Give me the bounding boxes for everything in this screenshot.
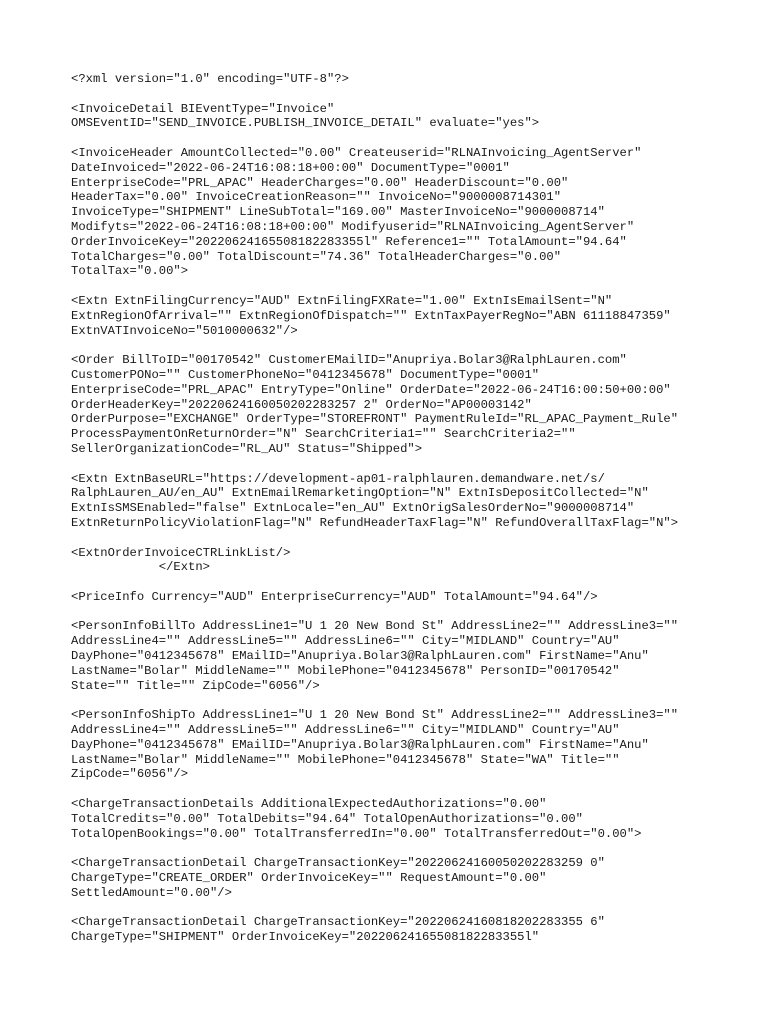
code-line: AddressLine4="" AddressLine5="" AddressLine6="" City="MIDLAND" Country="AU": [71, 723, 620, 738]
code-line: LastName="Bolar" MiddleName="" MobilePhone="0412345678" State="WA" Title="": [71, 752, 620, 767]
code-line: DateInvoiced="2022-06-24T16:08:18+00:00" DocumentType="0001": [71, 160, 510, 175]
code-line: <ChargeTransactionDetails AdditionalExpectedAuthorizations="0.00": [71, 797, 547, 812]
code-line: OMSEventID="SEND_INVOICE.PUBLISH_INVOICE_DETAIL" evaluate="yes">: [71, 116, 540, 131]
code-line: TotalTax="0.00">: [71, 264, 189, 279]
code-line: HeaderTax="0.00" InvoiceCreationReason="" InvoiceNo="9000008714301": [71, 190, 562, 205]
code-line: ExtnIsSMSEnabled="false" ExtnLocale="en_AU" ExtnOrigSalesOrderNo="9000008714": [71, 501, 635, 516]
code-line: RalphLauren_AU/en_AU" ExtnEmailRemarketingOption="N" ExtnIsDepositCollected="N": [71, 486, 649, 501]
charge-transaction-detail-create-order-tag-block: [71, 856, 751, 900]
code-line: ExtnRegionOfArrival="" ExtnRegionOfDispatch="" ExtnTaxPayerRegNo="ABN 61118847359": [71, 308, 671, 323]
code-line: DayPhone="0412345678" EMailID="Anupriya.Bolar3@RalphLauren.com" FirstName="Anu": [71, 737, 649, 752]
price-info-tag-block: [71, 590, 751, 605]
code-line: <Order BillToID="00170542" CustomerEMailID="Anupriya.Bolar3@RalphLauren.com": [71, 353, 627, 368]
code-line: <InvoiceDetail BIEventType="Invoice": [71, 101, 335, 116]
charge-transaction-details-tag-block: [71, 797, 751, 841]
code-line: ChargeType="CREATE_ORDER" OrderInvoiceKey="" RequestAmount="0.00": [71, 871, 547, 886]
code-line: <ChargeTransactionDetail ChargeTransactionKey="20220624160050202283259 0": [71, 856, 605, 871]
code-line: State="" Title="" ZipCode="6056"/>: [71, 678, 320, 693]
code-line: EnterpriseCode="PRL_APAC" HeaderCharges="0.00" HeaderDiscount="0.00": [71, 175, 569, 190]
code-line: OrderHeaderKey="20220624160050202283257 2" OrderNo="AP00003142": [71, 397, 532, 412]
code-line: OrderPurpose="EXCHANGE" OrderType="STOREFRONT" PaymentRuleId="RL_APAC_Payment_Rule": [71, 412, 679, 427]
code-line: ExtnVATInvoiceNo="5010000632"/>: [71, 323, 298, 338]
person-info-ship-to-tag-block: [71, 708, 751, 782]
order-tag-block: [71, 353, 751, 457]
code-line: <?xml version="1.0" encoding="UTF-8"?>: [71, 72, 349, 86]
invoice-detail-open-tag-block: [71, 102, 751, 132]
code-line: TotalCharges="0.00" TotalDiscount="74.36" TotalHeaderCharges="0.00": [71, 249, 562, 264]
charge-transaction-detail-shipment-tag-block: [71, 915, 751, 945]
invoice-header-tag-block: [71, 146, 751, 279]
code-line: TotalOpenBookings="0.00" TotalTransferredIn="0.00" TotalTransferredOut="0.00">: [71, 826, 642, 841]
code-line: EnterpriseCode="PRL_APAC" EntryType="Online" OrderDate="2022-06-24T16:00:50+00:00": [71, 382, 671, 397]
code-line: OrderInvoiceKey="20220624165508182283355l" Reference1="" TotalAmount="94.64": [71, 234, 627, 249]
code-line: SettledAmount="0.00"/>: [71, 885, 232, 900]
code-line: DayPhone="0412345678" EMailID="Anupriya.Bolar3@RalphLauren.com" FirstName="Anu": [71, 649, 649, 664]
code-line: <PersonInfoShipTo AddressLine1="U 1 20 New Bond St" AddressLine2="" AddressLine3="": [71, 708, 679, 723]
extn-order-tag-block: [71, 472, 751, 531]
code-line: ProcessPaymentOnReturnOrder="N" SearchCriteria1="" SearchCriteria2="": [71, 427, 576, 442]
code-line: <PersonInfoBillTo AddressLine1="U 1 20 New Bond St" AddressLine2="" AddressLine3="": [71, 619, 679, 634]
code-line: CustomerPONo="" CustomerPhoneNo="0412345678" DocumentType="0001": [71, 367, 540, 382]
code-line: <Extn ExtnFilingCurrency="AUD" ExtnFilingFXRate="1.00" ExtnIsEmailSent="N": [71, 293, 613, 308]
code-line: ExtnReturnPolicyViolationFlag="N" RefundHeaderTaxFlag="N" RefundOverallTaxFlag="N">: [71, 515, 679, 530]
xml-declaration-block: [71, 72, 751, 87]
xml-document: [71, 72, 751, 960]
code-line: SellerOrganizationCode="RL_AU" Status="Shipped">: [71, 441, 423, 456]
code-line: InvoiceType="SHIPMENT" LineSubTotal="169.00" MasterInvoiceNo="9000008714": [71, 205, 605, 220]
code-line: <InvoiceHeader AmountCollected="0.00" Createuserid="RLNAInvoicing_AgentServer": [71, 145, 642, 160]
code-line: <Extn ExtnBaseURL="https://development-ap01-ralphlauren.demandware.net/s/: [71, 471, 605, 486]
code-line: ChargeType="SHIPMENT" OrderInvoiceKey="20220624165508182283355l": [71, 930, 540, 945]
code-line: <ExtnOrderInvoiceCTRLinkList/>: [71, 545, 291, 560]
code-line: <ChargeTransactionDetail ChargeTransactionKey="20220624160818202283355 6": [71, 915, 605, 930]
code-line: <PriceInfo Currency="AUD" EnterpriseCurrency="AUD" TotalAmount="94.64"/>: [71, 589, 598, 604]
person-info-bill-to-tag-block: [71, 619, 751, 693]
code-line: Modifyts="2022-06-24T16:08:18+00:00" Modifyuserid="RLNAInvoicing_AgentServer": [71, 219, 635, 234]
code-line: AddressLine4="" AddressLine5="" AddressLine6="" City="MIDLAND" Country="AU": [71, 634, 620, 649]
extn-filing-tag-block: [71, 294, 751, 338]
extn-ctr-link-list-block: [71, 546, 751, 576]
code-line: </Extn>: [71, 560, 210, 575]
code-line: ZipCode="6056"/>: [71, 767, 189, 782]
code-line: LastName="Bolar" MiddleName="" MobilePhone="0412345678" PersonID="00170542": [71, 663, 620, 678]
code-line: TotalCredits="0.00" TotalDebits="94.64" TotalOpenAuthorizations="0.00": [71, 811, 583, 826]
